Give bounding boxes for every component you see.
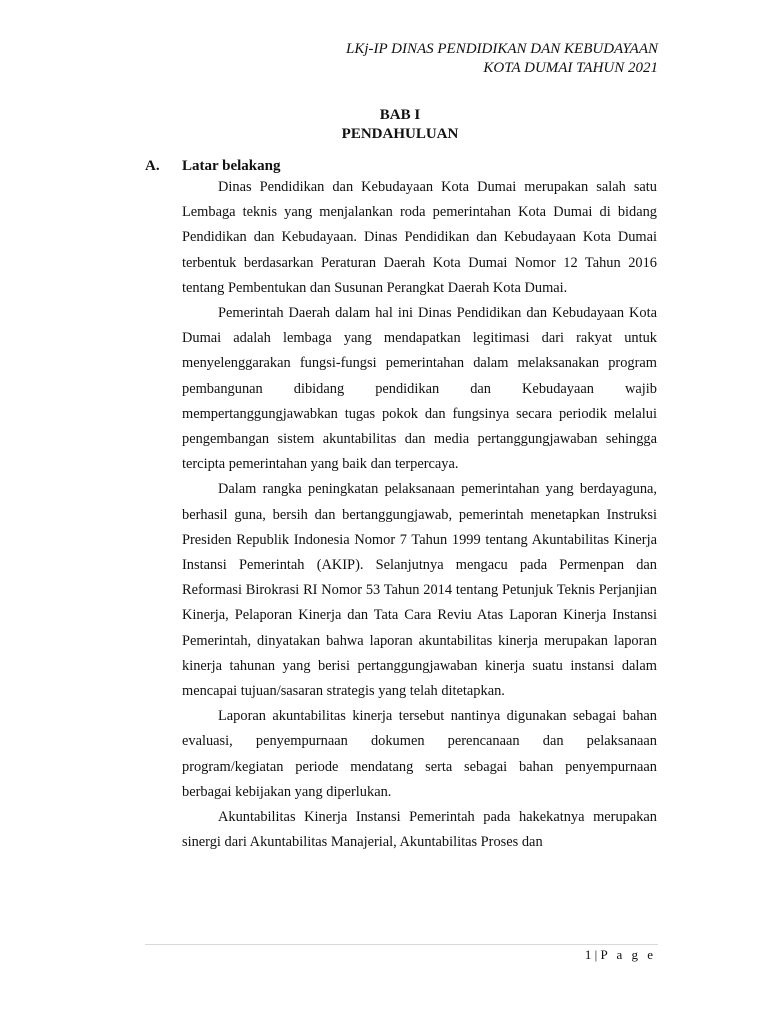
page-number: 1	[584, 947, 592, 962]
paragraph-2: Pemerintah Daerah dalam hal ini Dinas Pendidikan dan Kebudayaan Kota Dumai adalah lembaga yang mendapatkan legitimasi dari rakyat untuk menyelenggarakan fungsi-fungsi pemerintahan dalam melaksanakan program pembangunan dibidang pendidikan dan Kebudayaan wajib mempertanggungjawabkan tugas pokok dan fungsinya secara periodik melalui pengembangan sistem akuntabilitas dan media pertanggungjawaban sehingga tercipta pemerintahan yang baik dan terpercaya.	[182, 305, 657, 473]
page-label: P a g e	[600, 947, 656, 962]
header-line-2: KOTA DUMAI TAHUN 2021	[483, 60, 658, 76]
header-line-1: LKj-IP DINAS PENDIDIKAN DAN KEBUDAYAAN	[345, 41, 658, 57]
page-separator: |	[594, 947, 598, 962]
chapter-heading	[0, 106, 768, 144]
paragraph-4: Laporan akuntabilitas kinerja tersebut nantinya digunakan sebagai bahan evaluasi, penyempurnaan dokumen perencanaan dan pelaksanaan program/kegiatan periode mendatang serta sebagai bahan penyempurnaan berbagai kebijakan yang diperlukan.	[182, 708, 657, 800]
paragraph-3: Dalam rangka peningkatan pelaksanaan pemerintahan yang berdayaguna, berhasil guna, bersih dan bertanggungjawab, pemerintah menetapkan Instruksi Presiden Republik Indonesia Nomor 7 Tahun 1999 tentang Akuntabilitas Kinerja Instansi Pemerintah (AKIP). Selanjutnya mengacu pada Permenpan dan Reformasi Birokrasi RI Nomor 53 Tahun 2014 tentang Petunjuk Teknis Perjanjian Kinerja, Pelaporan Kinerja dan Tata Cara Reviu Atas Laporan Kinerja Instansi Pemerintah, dinyatakan bahwa laporan akuntabilitas kinerja merupakan laporan kinerja tahunan yang berisi pertanggungjawaban kinerja suatu instansi dalam mencapai tujuan/sasaran strategis yang telah ditetapkan.	[182, 481, 657, 700]
section-number: A.	[145, 158, 160, 174]
chapter-title: PENDAHULUAN	[341, 126, 459, 142]
footer-divider	[145, 944, 658, 945]
running-header	[346, 40, 658, 78]
body-text	[182, 175, 657, 855]
paragraph-5: Akuntabilitas Kinerja Instansi Pemerintah pada hakekatnya merupakan sinergi dari Akuntabilitas Manajerial, Akuntabilitas Proses dan	[182, 809, 657, 851]
section-title: Latar belakang	[182, 158, 281, 174]
chapter-number: BAB I	[379, 107, 421, 123]
page-footer	[585, 947, 656, 963]
section-heading	[145, 157, 281, 176]
paragraph-1: Dinas Pendidikan dan Kebudayaan Kota Dumai merupakan salah satu Lembaga teknis yang menjalankan roda pemerintahan Kota Dumai di bidang Pendidikan dan Kebudayaan. Dinas Pendidikan dan Kebudayaan Kota Dumai terbentuk berdasarkan Peraturan Daerah Kota Dumai Nomor 12 Tahun 2016 tentang Pembentukan dan Susunan Perangkat Daerah Kota Dumai.	[182, 179, 657, 296]
